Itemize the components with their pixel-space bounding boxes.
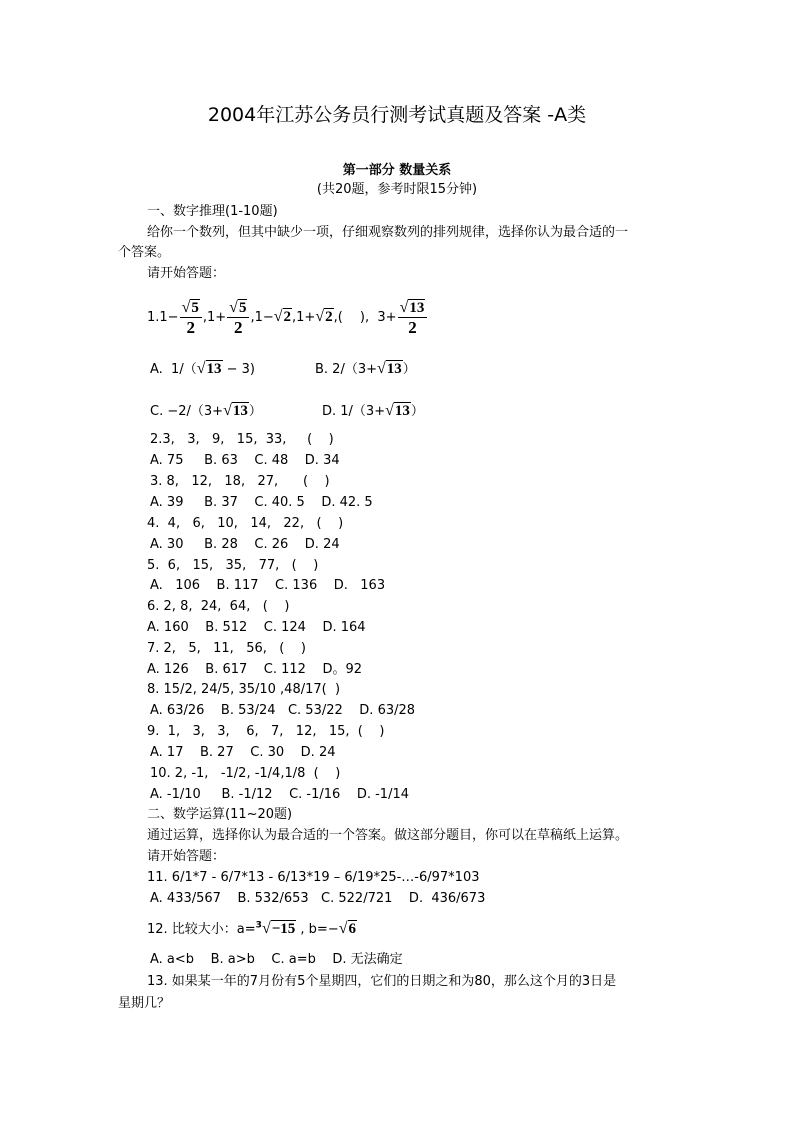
intro-text: 个答案。 <box>118 245 171 260</box>
intro-text: 通过运算，选择你认为最合适的一个答案。做这部分题目，你可以在草稿纸上运算。 <box>147 828 629 843</box>
question-line: 3. 8, 12, 18, 27, ( ) <box>150 474 330 489</box>
q1-text: 1.1− <box>147 310 179 325</box>
q1-option-b: B. 2/（3+√13） <box>315 360 416 377</box>
q11-answers: A. 433/567 B. 532/653 C. 522/721 D. 436/673 <box>150 891 486 906</box>
question-line: 9. 1, 3, 3, 6, 7, 12, 15, ( ) <box>147 724 385 739</box>
answer-line: A. 63/26 B. 53/24 C. 53/22 D. 63/28 <box>150 703 416 718</box>
question-line: 6. 2, 8, 24, 64, ( ) <box>147 599 290 614</box>
section-heading: 一、数字推理(1-10题) <box>147 204 278 219</box>
question-12: 12. 比较大小：a=$^3$√−15 , b=−√6 <box>147 920 356 937</box>
answer-line: A. -1/10 B. -1/12 C. -1/16 D. -1/14 <box>150 787 409 802</box>
question-line: 10. 2, -1, -1/2, -1/4,1/8 ( ) <box>150 766 341 781</box>
question-1: 1.1− $\frac{√5}{2}$ ,1+ $\frac{√5}{2}$ ,1−√2,1+√2,( ), 3+ $\frac{√13}{2}$ <box>147 298 428 338</box>
part-title: 第一部分 数量关系 <box>342 163 452 178</box>
answer-line: A. 106 B. 117 C. 136 D. 163 <box>150 578 386 593</box>
question-line: 8. 15/2, 24/5, 35/10 ,48/17( ) <box>147 682 341 697</box>
answer-line: A. 160 B. 512 C. 124 D. 164 <box>147 620 366 635</box>
part-note: (共20题，参考时限15分钟) <box>316 182 478 197</box>
question-line: 5. 6, 15, 35, 77, ( ) <box>147 558 319 573</box>
answer-line: A. 17 B. 27 C. 30 D. 24 <box>150 745 336 760</box>
start-text: 请开始答题： <box>147 849 226 864</box>
question-line: 7. 2, 5, 11, 56, ( ) <box>147 641 306 656</box>
answer-line: A. 126 B. 617 C. 112 D。92 <box>147 662 363 677</box>
question-13-cont: 星期几？ <box>118 996 171 1011</box>
intro-text: 给你一个数列，但其中缺少一项，仔细观察数列的排列规律，选择你认为最合适的一 <box>147 225 629 240</box>
document-title: 2004年江苏公务员行测考试真题及答案 -A类 <box>207 104 587 126</box>
question-11: 11. 6/1*7 - 6/7*13 - 6/13*19 – 6/19*25-…-6/97*103 <box>147 870 480 885</box>
section-heading: 二、数学运算(11~20题) <box>147 807 293 822</box>
answer-line: A. 39 B. 37 C. 40. 5 D. 42. 5 <box>150 495 373 510</box>
q12-answers: A. a<b B. a>b C. a=b D. 无法确定 <box>150 952 403 967</box>
start-text: 请开始答题： <box>147 266 226 281</box>
q1-option-a: A. 1/（√13 − 3) <box>150 360 255 377</box>
q1-option-d: D. 1/（3+√13） <box>322 402 424 419</box>
q1-option-c: C. −2/（3+√13） <box>150 402 262 419</box>
question-13: 13. 如果某一年的7月份有5个星期四，它们的日期之和为80，那么这个月的3日是 <box>147 974 617 989</box>
question-line: 4. 4, 6, 10, 14, 22, ( ) <box>147 516 344 531</box>
answer-line: A. 30 B. 28 C. 26 D. 24 <box>150 537 340 552</box>
answer-line: A. 75 B. 63 C. 48 D. 34 <box>150 453 340 468</box>
question-line: 2.3, 3, 9, 15, 33, ( ) <box>150 432 334 447</box>
